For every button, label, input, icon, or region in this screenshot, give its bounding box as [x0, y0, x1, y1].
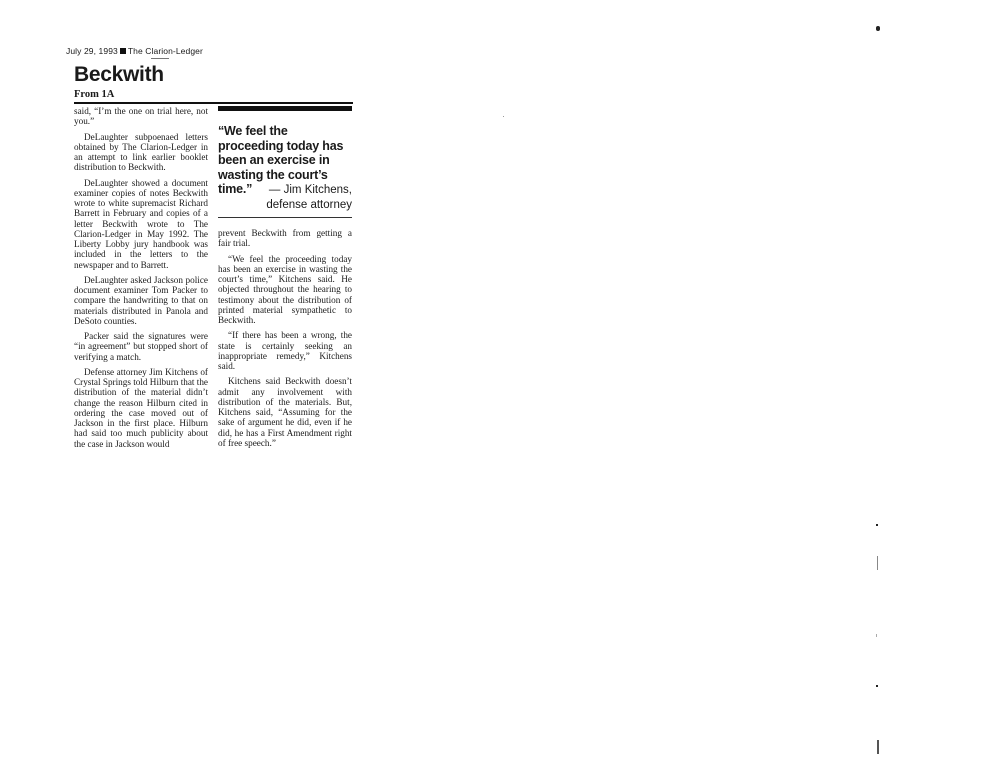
pullquote-attribution-title: defense attorney — [266, 199, 352, 211]
scan-speck — [503, 116, 504, 117]
scan-speck — [876, 26, 880, 31]
paragraph: DeLaughter subpoenaed letters obtained by The Clarion-Ledger in an attempt to link earlier booklet distribution to Beckwith. — [74, 131, 208, 173]
jump-line: From 1A — [74, 89, 115, 100]
scan-speck — [876, 524, 878, 526]
scan-speck — [876, 685, 878, 687]
headline: Beckwith — [74, 63, 164, 86]
square-bullet-icon — [120, 48, 126, 54]
article-column-1 — [74, 106, 208, 454]
dateline-underline — [151, 58, 169, 59]
paragraph: Defense attorney Jim Kitchens of Crystal Springs told Hilburn that the distribution of the material didn’t change the reason Hilburn cited in ordering the case moved out of Jackson in the first place. Hilburn had said too much publicity about the case in Jackson would — [74, 366, 208, 449]
pullquote-attribution — [218, 183, 352, 213]
scan-speck — [876, 634, 877, 637]
paragraph: prevent Beckwith from getting a fair trial. — [218, 228, 352, 249]
dateline-paper: The Clarion-Ledger — [127, 46, 203, 56]
headline-rule — [74, 102, 353, 104]
paragraph: Kitchens said Beckwith doesn’t admit any involvement with distribution of the materials. But, Kitchens said, “Assuming for the sake of argument he did, even if he did, he has a First Amendment right of free speech.” — [218, 376, 352, 448]
pullquote-bottom-rule — [218, 217, 352, 218]
dateline — [66, 46, 203, 56]
scan-speck — [877, 740, 879, 754]
scan-speck — [877, 556, 878, 570]
paragraph: said, “I’m the one on trial here, not you.” — [74, 106, 208, 127]
pullquote-attribution-name: — Jim Kitchens, — [268, 184, 352, 196]
dateline-date: July 29, 1993 — [66, 46, 118, 56]
paragraph: Packer said the signatures were “in agreement” but stopped short of verifying a match. — [74, 331, 208, 362]
pullquote-top-bar — [218, 106, 352, 111]
paragraph: DeLaughter asked Jackson police document examiner Tom Packer to compare the handwriting to that on materials distributed in Panola and DeSoto counties. — [74, 274, 208, 326]
paragraph: “We feel the proceeding today has been an exercise in wasting the court’s time,” Kitchens said. He objected throughout the hearing to testimony about the distribution of printed material sympathetic to Beckwith. — [218, 253, 352, 325]
paragraph: “If there has been a wrong, the state is certainly seeking an inappropriate remedy,” Kitchens said. — [218, 330, 352, 371]
article-column-2 — [218, 228, 352, 453]
pullquote-text: “We feel the proceeding today has been an exercise in wasting the court’s time.” — [218, 124, 344, 197]
paragraph: DeLaughter showed a document examiner copies of notes Beckwith wrote to white supremacist Richard Barrett in February and copies of a letter Beckwith wrote to The Clarion-Ledger in May 1992. The Liberty Lobby jury handbook was included in the letters to the newspaper and to Barrett. — [74, 177, 208, 270]
